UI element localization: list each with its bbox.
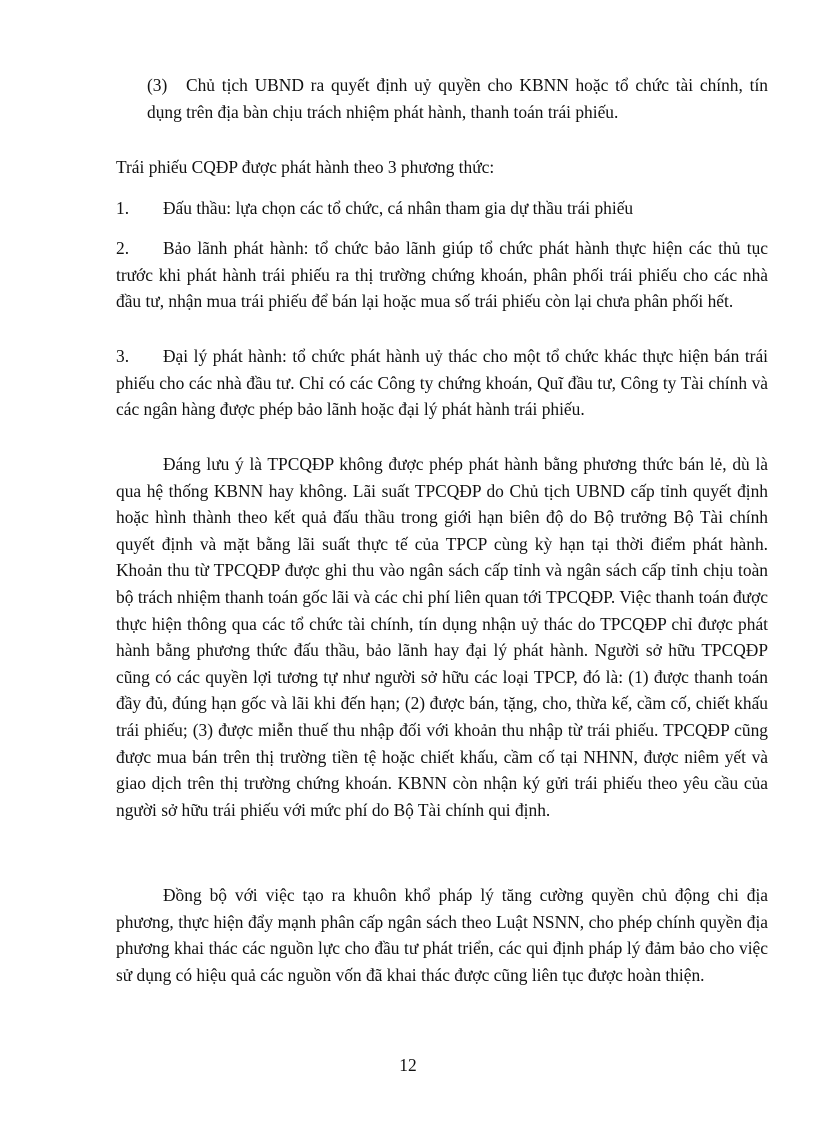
method-item-1 — [116, 195, 768, 222]
method-number: 2. — [116, 238, 130, 258]
method-item-2 — [116, 235, 768, 315]
method-item-3 — [116, 343, 768, 423]
list-item-number: (3) — [147, 75, 168, 95]
body-paragraph-2: Đồng bộ với việc tạo ra khuôn khổ pháp lý tăng cường quyền chủ động chi địa phương, thực hiện đẩy mạnh phân cấp ngân sách theo Luật NSNN, cho phép chính quyền địa phương khai thác các nguồn lực cho đầu tư phát triển, các qui định pháp lý đảm bảo cho việc sử dụng có hiệu quả các nguồn vốn đã khai thác được cũng liên tục được hoàn thiện. — [116, 885, 768, 985]
method-text: Bảo lãnh phát hành: tổ chức bảo lãnh giúp tổ chức phát hành thực hiện các thủ tục trước khi phát hành trái phiếu ra thị trường chứng khoán, phân phối trái phiếu cho các nhà đầu tư, nhận mua trái phiếu để bán lại hoặc mua số trái phiếu còn lại chưa phân phối hết. — [116, 238, 768, 312]
body-paragraph-1: Đáng lưu ý là TPCQĐP không được phép phát hành bằng phương thức bán lẻ, dù là qua hệ thống KBNN hay không. Lãi suất TPCQĐP do Chủ tịch UBND cấp tỉnh quyết định hoặc hình thành theo kết quả đấu thầu trong giới hạn biên độ do Bộ trưởng Bộ Tài chính quyết định và mặt bằng lãi suất thực tế của TPCP cùng kỳ hạn tại thời điểm phát hành. Khoản thu từ TPCQĐP được ghi thu vào ngân sách cấp tỉnh và ngân sách cấp tỉnh chịu toàn bộ trách nhiệm thanh toán gốc lãi và các chi phí liên quan tới TPCQĐP. Việc thanh toán được thực hiện thông qua các tổ chức tài chính, tín dụng nhận uỷ thác do TPCQĐP chỉ được phát hành bằng phương thức đấu thầu, bảo lãnh hay đại lý phát hành. Người sở hữu TPCQĐP cũng có các quyền lợi tương tự như người sở hữu các loại TPCP, đó là: (1) được thanh toán đầy đủ, đúng hạn gốc và lãi khi đến hạn; (2) được bán, tặng, cho, thừa kế, cầm cố, chiết khấu trái phiếu; (3) được miễn thuế thu nhập đối với khoản thu nhập từ trái phiếu. TPCQĐP cũng được mua bán trên thị trường tiền tệ hoặc chiết khấu, cầm cố tại NHNN, được niêm yết và giao dịch trên thị trường chứng khoán. KBNN còn nhận ký gửi trái phiếu theo yêu cầu của người sở hữu trái phiếu với mức phí do Bộ Tài chính qui định. — [116, 454, 768, 820]
method-text: Đấu thầu: lựa chọn các tổ chức, cá nhân tham gia dự thầu trái phiếu — [163, 198, 634, 218]
page-number: 12 — [399, 1055, 417, 1075]
list-item-text: Chủ tịch UBND ra quyết định uỷ quyền cho KBNN hoặc tổ chức tài chính, tín dụng trên địa bàn chịu trách nhiệm phát hành, thanh toán trái phiếu. — [147, 75, 768, 122]
list-item-3 — [147, 72, 768, 125]
method-text: Đại lý phát hành: tổ chức phát hành uỷ thác cho một tổ chức khác thực hiện bán trái phiếu cho các nhà đầu tư. Chỉ có các Công ty chứng khoán, Quĩ đầu tư, Công ty Tài chính và các ngân hàng được phép bảo lãnh hoặc đại lý phát hành trái phiếu. — [116, 346, 768, 420]
intro-paragraph: Trái phiếu CQĐP được phát hành theo 3 phương thức: — [116, 157, 495, 177]
method-number: 1. — [116, 198, 130, 218]
method-number: 3. — [116, 346, 130, 366]
